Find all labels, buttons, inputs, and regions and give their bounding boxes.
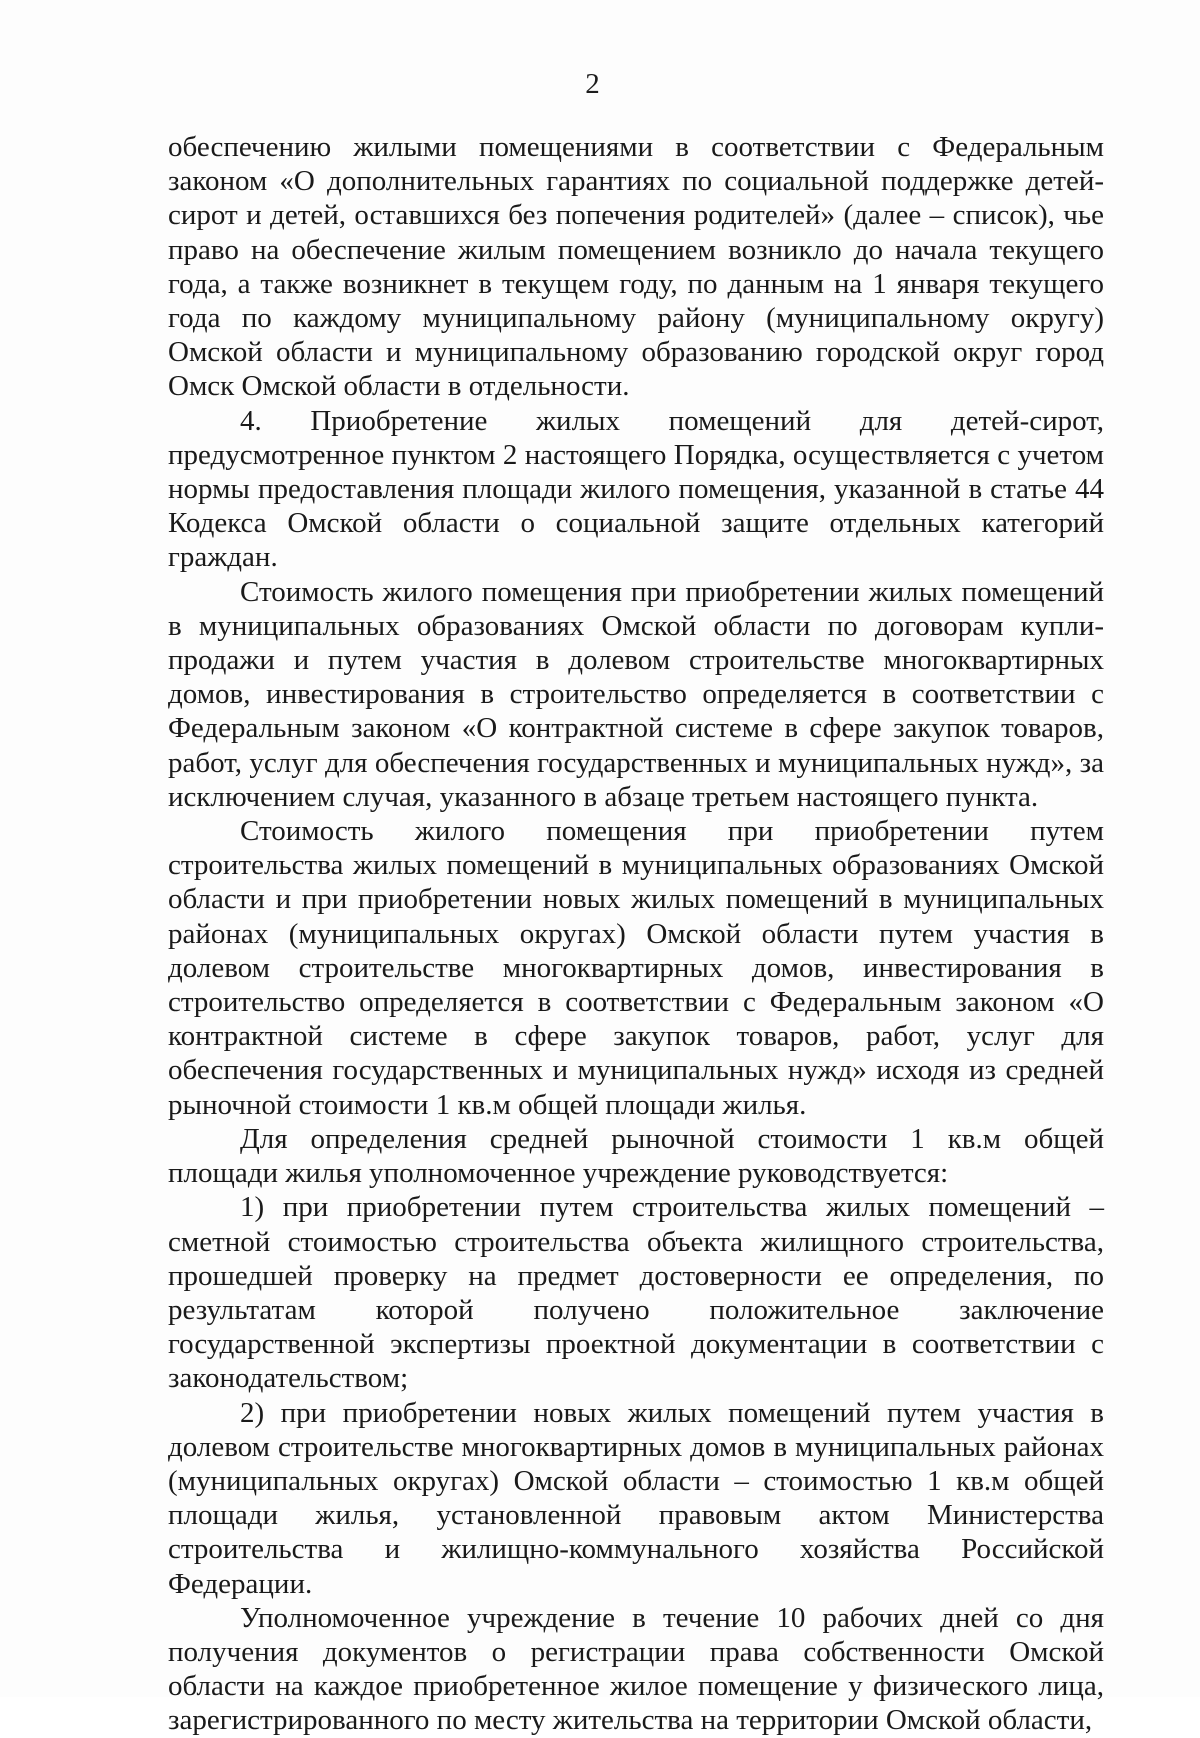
paragraph-authorized-institution: Уполномоченное учреждение в течение 10 рабочих дней со дня получения документов о регистрации права собственности Омской области на каждое приобретенное жилое помещение у физического лица, зарегистрированного по месту жительства на территории Омской области, (168, 1601, 1104, 1737)
paragraph-cost-construction: Стоимость жилого помещения при приобретении путем строительства жилых помещений в муниципальных образованиях Омской области и при приобретении новых жилых помещений в муниципальных районах (муниципальных округах) Омской области путем участия в долевом строительстве многоквартирных домов, инвестирования в строительство определяется в соответствии с Федеральным законом «О контрактной системе в сфере закупок товаров, работ, услуг для обеспечения государственных и муниципальных нужд» исходя из средней рыночной стоимости 1 кв.м общей площади жилья. (168, 815, 1104, 1121)
paragraph-subitem-1: 1) при приобретении путем строительства жилых помещений – сметной стоимостью строительства объекта жилищного строительства, прошедшей проверку на предмет достоверности ее определения, по результатам которой получено положительное заключение государственной экспертизы проектной документации в соответствии с законодательством; (168, 1191, 1104, 1395)
page-number: 2 (585, 68, 600, 100)
paragraph-cost-purchase: Стоимость жилого помещения при приобретении жилых помещений в муниципальных образованиях Омской области по договорам купли-продажи и путем участия в долевом строительстве многоквартирных домов, инвестирования в строительство определяется в соответствии с Федеральным законом «О контрактной системе в сфере закупок товаров, работ, услуг для обеспечения государственных и муниципальных нужд», за исключением случая, указанного в абзаце третьем настоящего пункта. (168, 575, 1104, 813)
paragraph-item-4: 4. Приобретение жилых помещений для детей-сирот, предусмотренное пунктом 2 настоящего Порядка, осуществляется с учетом нормы предоставления площади жилого помещения, указанной в статье 44 Кодекса Омской области о социальной защите отдельных категорий граждан. (168, 404, 1104, 574)
document-body (168, 130, 1104, 1738)
paragraph-subitem-2: 2) при приобретении новых жилых помещений путем участия в долевом строительстве многоквартирных домов в муниципальных районах (муниципальных округах) Омской области – стоимостью 1 кв.м общей площади жилья, установленной правовым актом Министерства строительства и жилищно-коммунального хозяйства Российской Федерации. (168, 1396, 1104, 1600)
paragraph-continuation: обеспечению жилыми помещениями в соответствии с Федеральным законом «О дополнительных гарантиях по социальной поддержке детей-сирот и детей, оставшихся без попечения родителей» (далее – список), чье право на обеспечение жилым помещением возникло до начала текущего года, а также возникнет в текущем году, по данным на 1 января текущего года по каждому муниципальному району (муниципальному округу) Омской области и муниципальному образованию городской округ город Омск Омской области в отдельности. (168, 131, 1104, 403)
paragraph-average-cost: Для определения средней рыночной стоимости 1 кв.м общей площади жилья уполномоченное учреждение руководствуется: (168, 1122, 1104, 1190)
